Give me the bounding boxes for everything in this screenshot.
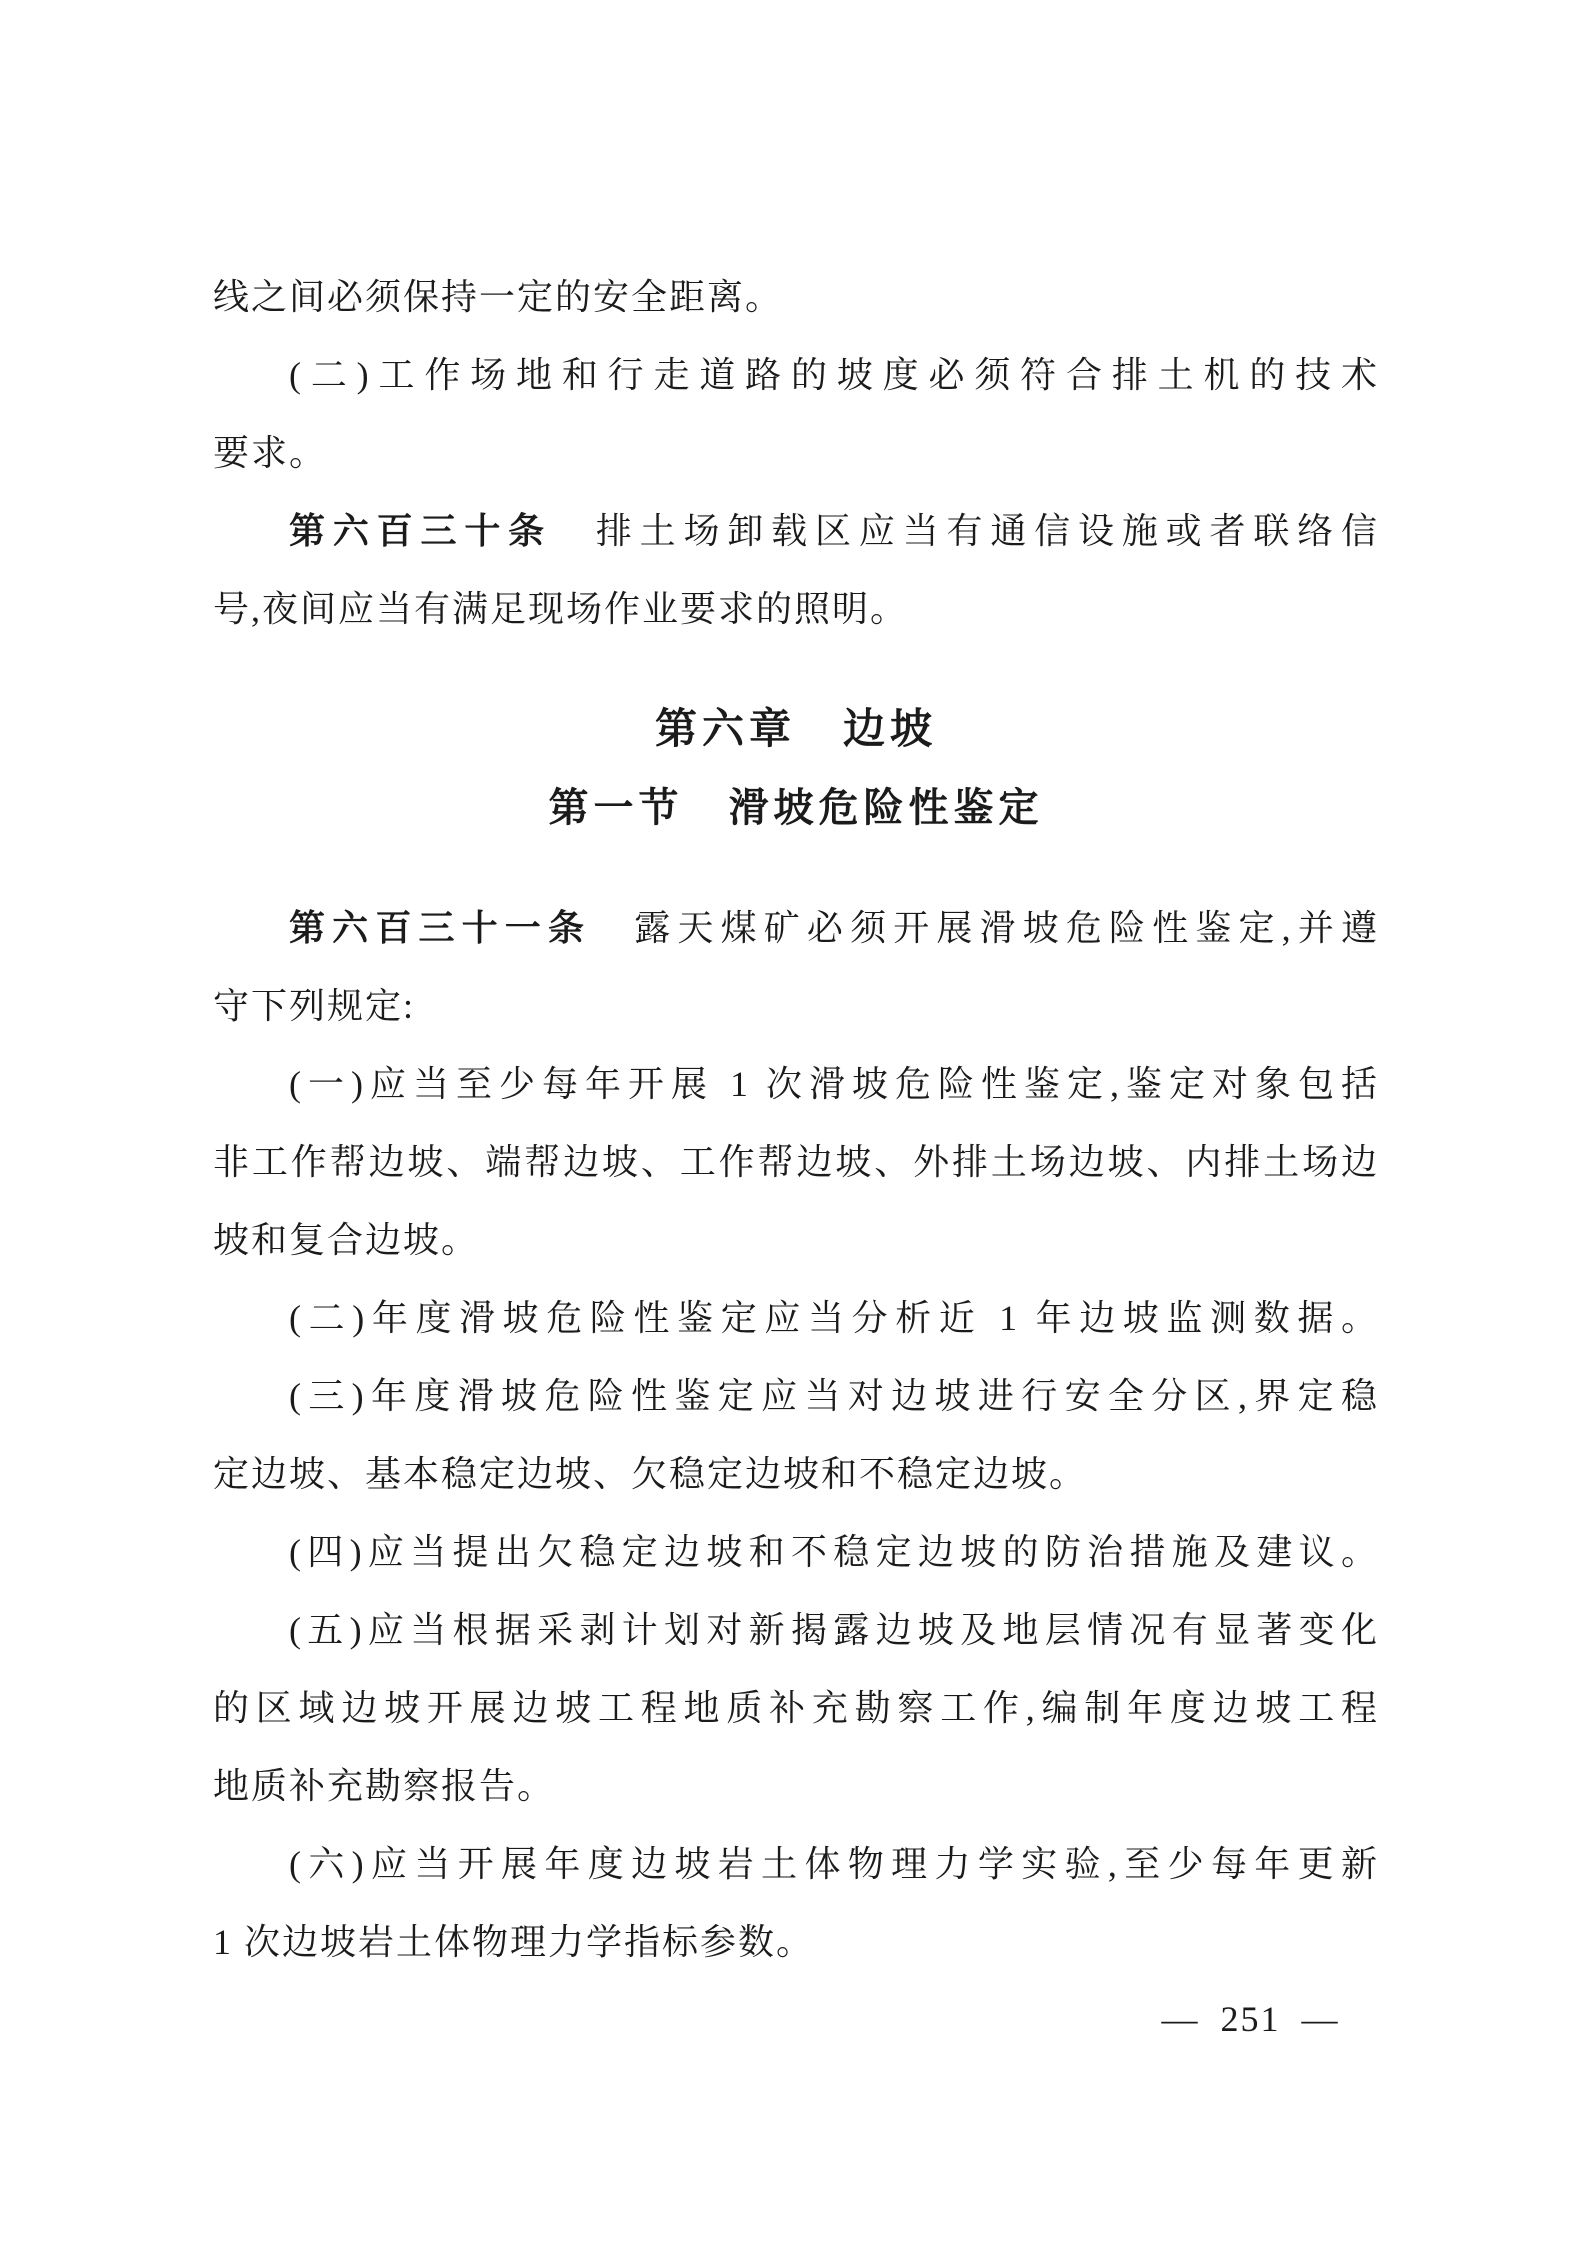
text-segment: (二)工作场地和行走道路的坡度必须符合排土机的技术 bbox=[289, 355, 1379, 395]
text-segment: (五)应当根据采剥计划对新揭露边坡及地层情况有显著变化 bbox=[289, 1610, 1379, 1650]
text-segment: (三)年度滑坡危险性鉴定应当对边坡进行安全分区,界定稳 bbox=[289, 1376, 1379, 1416]
text-line bbox=[213, 1669, 1379, 1747]
document-body bbox=[213, 258, 1379, 1981]
text-line bbox=[213, 336, 1379, 414]
text-segment: 线之间必须保持一定的安全距离。 bbox=[213, 277, 784, 317]
text-line bbox=[213, 1513, 1379, 1591]
text-line bbox=[213, 1903, 1379, 1981]
text-segment: 的区域边坡开展边坡工程地质补充勘察工作,编制年度边坡工程 bbox=[213, 1688, 1379, 1728]
text-segment: 号,夜间应当有满足现场作业要求的照明。 bbox=[213, 589, 909, 629]
heading-text: 第六章 边坡 bbox=[654, 705, 937, 752]
text-line bbox=[213, 967, 1379, 1045]
text-segment: 要求。 bbox=[213, 433, 328, 473]
heading-text: 第一节 滑坡危险性鉴定 bbox=[548, 786, 1044, 830]
text-line bbox=[213, 1591, 1379, 1669]
text-line bbox=[213, 492, 1379, 570]
text-segment: (二)年度滑坡危险性鉴定应当分析近 1 年边坡监测数据。 bbox=[289, 1298, 1379, 1338]
section-heading bbox=[213, 769, 1379, 847]
text-line bbox=[213, 889, 1379, 967]
text-line bbox=[213, 1747, 1379, 1825]
article-number: 第六百三十条 bbox=[289, 510, 552, 551]
text-segment: (六)应当开展年度边坡岩土体物理力学实验,至少每年更新 bbox=[289, 1844, 1379, 1884]
text-line bbox=[213, 1435, 1379, 1513]
text-line bbox=[213, 1045, 1379, 1123]
text-segment: 坡和复合边坡。 bbox=[213, 1220, 480, 1260]
text-segment: (一)应当至少每年开展 1 次滑坡危险性鉴定,鉴定对象包括 bbox=[289, 1064, 1379, 1104]
article-number: 第六百三十一条 bbox=[289, 907, 592, 948]
text-line bbox=[213, 414, 1379, 492]
text-line bbox=[213, 1201, 1379, 1279]
text-segment: 地质补充勘察报告。 bbox=[213, 1766, 556, 1806]
text-line bbox=[213, 1357, 1379, 1435]
text-segment: (四)应当提出欠稳定边坡和不稳定边坡的防治措施及建议。 bbox=[289, 1532, 1379, 1572]
text-line bbox=[213, 1825, 1379, 1903]
text-segment: 露天煤矿必须开展滑坡危险性鉴定,并遵 bbox=[591, 908, 1379, 948]
text-segment: 1 次边坡岩土体物理力学指标参数。 bbox=[213, 1922, 815, 1962]
text-segment: 定边坡、基本稳定边坡、欠稳定边坡和不稳定边坡。 bbox=[213, 1454, 1088, 1494]
text-line bbox=[213, 570, 1379, 648]
text-segment: 排土场卸载区应当有通信设施或者联络信 bbox=[552, 511, 1379, 551]
chapter-heading bbox=[213, 690, 1379, 769]
text-line bbox=[213, 1279, 1379, 1357]
text-segment: 非工作帮边坡、端帮边坡、工作帮边坡、外排土场边坡、内排土场边 bbox=[213, 1142, 1379, 1182]
text-line bbox=[213, 1123, 1379, 1201]
text-segment: 守下列规定: bbox=[213, 986, 416, 1026]
page-number: — 251 — bbox=[1161, 1999, 1340, 2039]
text-line bbox=[213, 258, 1379, 336]
